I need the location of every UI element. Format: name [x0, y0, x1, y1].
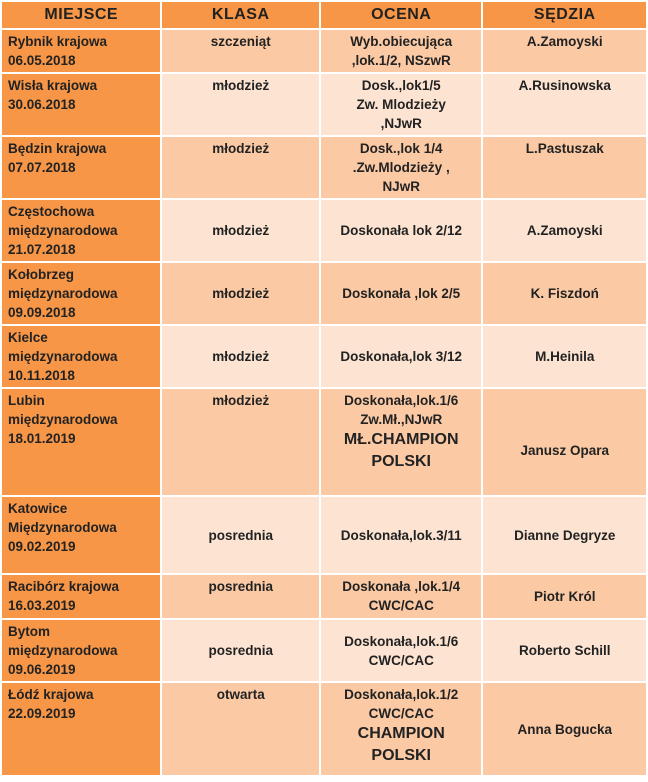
cell-miejsce	[2, 30, 160, 72]
cell-ocena	[321, 137, 482, 198]
miejsce-line: międzynarodowa	[8, 286, 118, 301]
cell-klasa: posrednia	[162, 497, 318, 573]
miejsce-line: międzynarodowa	[8, 412, 118, 427]
champion-title: POLSKI	[371, 453, 431, 470]
miejsce-line: międzynarodowa	[8, 643, 118, 658]
ocena-line: CWC/CAC	[368, 652, 434, 668]
cell-klasa: młodzież	[162, 137, 318, 198]
header-klasa: KLASA	[162, 2, 318, 28]
ocena-line: Doskonała,lok.1/6	[344, 633, 459, 649]
miejsce-line: międzynarodowa	[8, 223, 118, 238]
table-row	[2, 497, 646, 573]
ocena-line: Wyb.obiecująca	[350, 34, 453, 49]
miejsce-line: 30.06.2018	[8, 97, 76, 112]
ocena-line: Doskonała lok 2/12	[340, 223, 462, 238]
miejsce-line: 09.02.2019	[8, 539, 76, 554]
ocena-line: Zw.Mł.,NJwR	[360, 412, 443, 427]
miejsce-line: 18.01.2019	[8, 431, 76, 446]
miejsce-line: 07.07.2018	[8, 160, 76, 175]
cell-sedzia: Piotr Król	[483, 575, 646, 618]
cell-miejsce	[2, 575, 160, 618]
miejsce-line: Rybnik krajowa	[8, 34, 108, 49]
cell-ocena	[321, 200, 482, 261]
cell-sedzia: Dianne Degryze	[483, 497, 646, 573]
cell-miejsce	[2, 683, 160, 775]
champion-title: MŁ.CHAMPION	[343, 431, 459, 448]
cell-miejsce	[2, 200, 160, 261]
ocena-line: ,NJwR	[380, 116, 422, 131]
cell-sedzia: A.Zamoyski	[483, 30, 646, 72]
cell-miejsce	[2, 326, 160, 387]
table-row	[2, 575, 646, 618]
ocena-line: Dosk.,lok1/5	[361, 78, 441, 93]
cell-ocena	[321, 575, 482, 618]
cell-sedzia: Janusz Opara	[483, 389, 646, 495]
miejsce-line: Racibórz krajowa	[8, 579, 120, 594]
cell-klasa: młodzież	[162, 326, 318, 387]
cell-ocena	[321, 74, 482, 135]
cell-ocena	[321, 263, 482, 324]
cell-miejsce	[2, 137, 160, 198]
miejsce-line: Kielce	[8, 330, 48, 345]
cell-klasa: szczeniąt	[162, 30, 318, 72]
cell-sedzia: L.Pastuszak	[483, 137, 646, 198]
cell-miejsce	[2, 389, 160, 495]
cell-ocena	[321, 620, 482, 681]
cell-sedzia: A.Zamoyski	[483, 200, 646, 261]
miejsce-line: Łódź krajowa	[8, 687, 94, 702]
cell-ocena	[321, 30, 482, 72]
cell-ocena	[321, 326, 482, 387]
miejsce-line: Będzin krajowa	[8, 141, 107, 156]
miejsce-line: Kołobrzeg	[8, 267, 74, 282]
ocena-line: Doskonała,lok 3/12	[340, 349, 462, 364]
miejsce-line: 06.05.2018	[8, 53, 76, 68]
miejsce-line: Bytom	[8, 624, 51, 639]
table-row	[2, 389, 646, 495]
cell-sedzia: A.Rusinowska	[483, 74, 646, 135]
miejsce-line: Wisła krajowa	[8, 78, 98, 93]
miejsce-line: Katowice	[8, 501, 68, 516]
cell-ocena	[321, 683, 482, 775]
cell-klasa: młodzież	[162, 389, 318, 495]
cell-klasa: młodzież	[162, 200, 318, 261]
table-row	[2, 683, 646, 775]
miejsce-line: 10.11.2018	[8, 368, 75, 383]
table-row	[2, 326, 646, 387]
cell-sedzia: M.Heinila	[483, 326, 646, 387]
ocena-line: ,lok.1/2, NSzwR	[351, 53, 451, 68]
ocena-line: Dosk.,lok 1/4	[359, 141, 443, 156]
table-body	[2, 30, 646, 775]
cell-klasa: młodzież	[162, 74, 318, 135]
champion-title: CHAMPION	[357, 725, 445, 742]
header-row	[2, 2, 646, 28]
ocena-line: CWC/CAC	[368, 598, 434, 613]
miejsce-line: międzynarodowa	[8, 349, 118, 364]
cell-sedzia: Roberto Schill	[483, 620, 646, 681]
table-row	[2, 137, 646, 198]
cell-klasa: posrednia	[162, 575, 318, 618]
miejsce-line: 21.07.2018	[8, 242, 76, 257]
cell-ocena	[321, 389, 482, 495]
cell-sedzia: Anna Bogucka	[483, 683, 646, 775]
ocena-line: CWC/CAC	[368, 706, 434, 721]
ocena-line: Zw. Mlodzieży	[356, 97, 446, 112]
cell-sedzia: K. Fiszdoń	[483, 263, 646, 324]
cell-miejsce	[2, 263, 160, 324]
table-row	[2, 263, 646, 324]
header-ocena: OCENA	[321, 2, 482, 28]
ocena-line: Doskonała ,lok.1/4	[342, 579, 461, 594]
miejsce-line: Lubin	[8, 393, 45, 408]
miejsce-line: 22.09.2019	[8, 706, 76, 721]
miejsce-line: 16.03.2019	[8, 598, 76, 613]
ocena-line: Doskonała,lok.3/11	[340, 527, 462, 543]
cell-miejsce	[2, 497, 160, 573]
table-row	[2, 620, 646, 681]
champion-title: POLSKI	[371, 747, 431, 764]
header-sedzia: SĘDZIA	[483, 2, 646, 28]
miejsce-line: Międzynarodowa	[8, 520, 117, 535]
ocena-line: .Zw.Mlodzieży ,	[352, 160, 450, 175]
ocena-line: NJwR	[382, 179, 420, 194]
cell-klasa: otwarta	[162, 683, 318, 775]
miejsce-line: 09.09.2018	[8, 305, 76, 320]
ocena-line: Doskonała,lok.1/6	[344, 393, 459, 408]
table-row	[2, 200, 646, 261]
cell-klasa: posrednia	[162, 620, 318, 681]
cell-miejsce	[2, 74, 160, 135]
ocena-line: Doskonała ,lok 2/5	[342, 286, 461, 301]
table-row	[2, 30, 646, 72]
miejsce-line: Częstochowa	[8, 204, 95, 219]
miejsce-line: 09.06.2019	[8, 662, 76, 677]
ocena-line: Doskonała,lok.1/2	[344, 687, 459, 702]
cell-ocena	[321, 497, 482, 573]
header-miejsce: MIEJSCE	[2, 2, 160, 28]
cell-klasa: młodzież	[162, 263, 318, 324]
cell-miejsce	[2, 620, 160, 681]
table-row	[2, 74, 646, 135]
